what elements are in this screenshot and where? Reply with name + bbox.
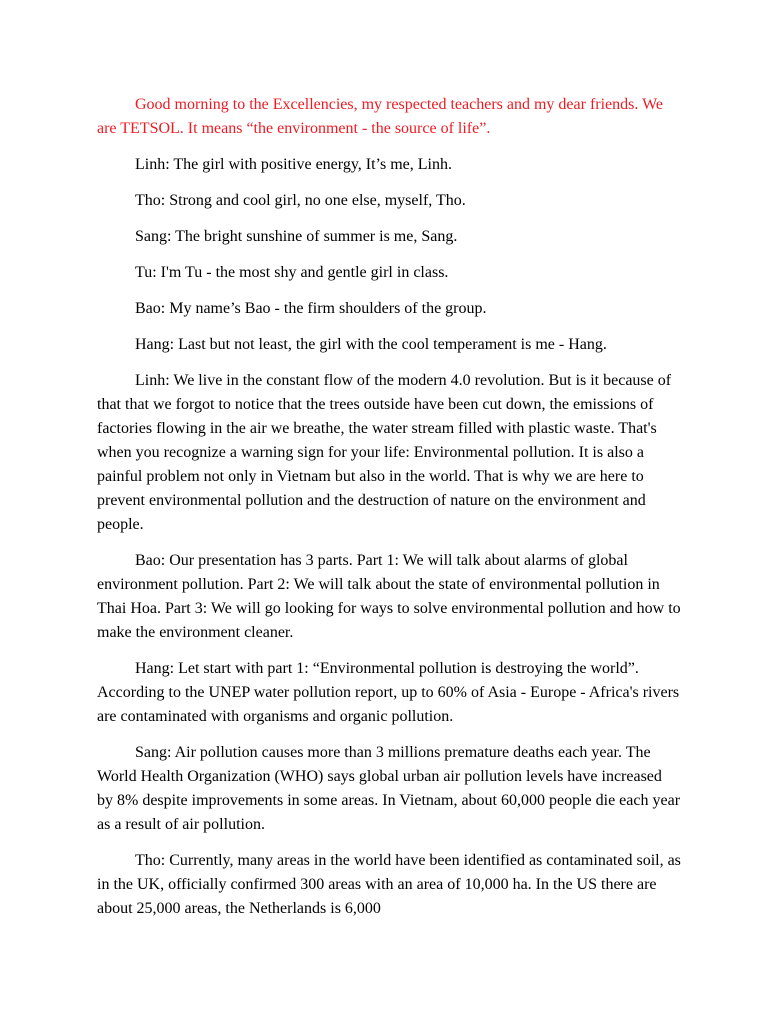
sang-paragraph: Sang: Air pollution causes more than 3 millions premature deaths each year. The World Health Organization (WHO) says global urban air pollution levels have increased by 8% despite improvements in some areas. In Vietnam, about 60,000 people die each year as a result of air pollution. (97, 744, 681, 833)
bao-paragraph: Bao: Our presentation has 3 parts. Part 1: We will talk about alarms of global environment pollution. Part 2: We will talk about the state of environmental pollution in Thai Hoa. Part 3: We will go looking for ways to solve environmental pollution and how to make the environment cleaner. (97, 552, 681, 641)
linh-intro-line: Linh: The girl with positive energy, It’s me, Linh. (135, 156, 452, 173)
hang-paragraph: Hang: Let start with part 1: “Environmental pollution is destroying the world”. According to the UNEP water pollution report, up to 60% of Asia - Europe - Africa's rivers are contaminated with organisms and organic pollution. (97, 660, 680, 725)
tu-intro-line: Tu: I'm Tu - the most shy and gentle girl in class. (135, 264, 449, 281)
bao-intro-line: Bao: My name’s Bao - the firm shoulders of the group. (135, 300, 487, 317)
tho-intro-line: Tho: Strong and cool girl, no one else, myself, Tho. (135, 192, 466, 209)
intro-paragraph: Good morning to the Excellencies, my respected teachers and my dear friends. We are TETSOL. It means “the environment - the source of life”. (97, 96, 664, 137)
document-body (97, 93, 681, 933)
sang-intro-line: Sang: The bright sunshine of summer is me, Sang. (135, 228, 458, 245)
hang-intro-line: Hang: Last but not least, the girl with the cool temperament is me - Hang. (135, 336, 607, 353)
tho-paragraph: Tho: Currently, many areas in the world have been identified as contaminated soil, as in the UK, officially confirmed 300 areas with an area of 10,000 ha. In the US there are about 25,000 areas, the Netherlands is 6,000 (97, 852, 681, 917)
linh-paragraph: Linh: We live in the constant flow of the modern 4.0 revolution. But is it because of that that we forgot to notice that the trees outside have been cut down, the emissions of factories flowing in the air we breathe, the water stream filled with plastic waste. That's when you recognize a warning sign for your life: Environmental pollution. It is also a painful problem not only in Vietnam but also in the world. That is why we are here to prevent environmental pollution and the destruction of nature on the environment and people. (97, 372, 672, 533)
